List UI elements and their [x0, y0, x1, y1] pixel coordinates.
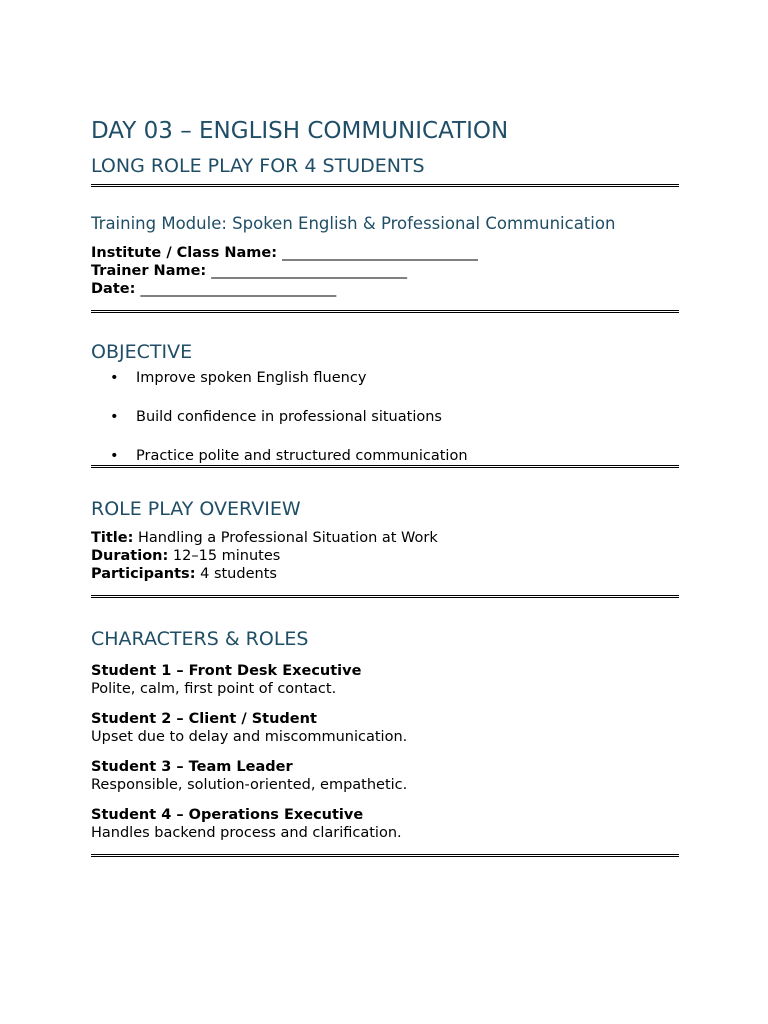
list-item: [91, 408, 679, 426]
characters-heading: CHARACTERS & ROLES: [91, 628, 309, 650]
overview-participants-row: [91, 565, 679, 583]
overview-duration-value: 12–15 minutes: [172, 548, 281, 564]
field-blank: ___________________________: [282, 245, 478, 261]
bullet-icon: •: [110, 409, 119, 425]
overview-duration-row: [91, 547, 679, 565]
role-description: Handles backend process and clarification.: [91, 825, 402, 841]
field-blank: ___________________________: [140, 281, 337, 297]
objective-list: [91, 369, 679, 465]
role-name: Student 4 – Operations Executive: [91, 807, 364, 823]
overview-details: [91, 529, 679, 583]
field-label: Date:: [91, 281, 136, 297]
overview-participants-value: 4 students: [200, 566, 277, 582]
role-entry: [91, 758, 679, 794]
role-description: Responsible, solution-oriented, empathetic.: [91, 777, 408, 793]
role-description: Polite, calm, first point of contact.: [91, 681, 337, 697]
bullet-icon: •: [110, 448, 119, 464]
list-item-text: Improve spoken English fluency: [136, 370, 367, 386]
section-divider: [91, 310, 679, 313]
document-content: [91, 115, 679, 857]
field-label: Institute / Class Name:: [91, 245, 278, 261]
list-item: [91, 369, 679, 387]
roles-list: [91, 662, 679, 842]
section-divider: [91, 465, 679, 468]
list-item-text: Practice polite and structured communication: [136, 448, 468, 464]
role-entry: [91, 662, 679, 698]
role-name: Student 1 – Front Desk Executive: [91, 663, 362, 679]
role-entry: [91, 710, 679, 746]
overview-participants-label: Participants:: [91, 566, 196, 582]
overview-duration-label: Duration:: [91, 548, 169, 564]
list-item: [91, 447, 679, 465]
role-entry: [91, 806, 679, 842]
objective-heading: OBJECTIVE: [91, 341, 193, 363]
trainer-field: [91, 262, 679, 280]
overview-title-row: [91, 529, 679, 547]
field-blank: ___________________________: [211, 263, 408, 279]
overview-title-label: Title:: [91, 530, 134, 546]
section-divider: [91, 595, 679, 598]
field-label: Trainer Name:: [91, 263, 207, 279]
overview-heading: ROLE PLAY OVERVIEW: [91, 498, 301, 520]
role-description: Upset due to delay and miscommunication.: [91, 729, 408, 745]
overview-title-value: Handling a Professional Situation at Work: [138, 530, 438, 546]
module-title: Training Module: Spoken English & Professional Communication: [91, 214, 616, 233]
bullet-icon: •: [110, 370, 119, 386]
date-field: [91, 280, 679, 298]
role-name: Student 2 – Client / Student: [91, 711, 317, 727]
role-name: Student 3 – Team Leader: [91, 759, 293, 775]
page-subtitle: LONG ROLE PLAY FOR 4 STUDENTS: [91, 155, 425, 177]
section-divider: [91, 184, 679, 187]
institute-field: [91, 244, 679, 262]
page-title: DAY 03 – ENGLISH COMMUNICATION: [91, 118, 509, 144]
list-item-text: Build confidence in professional situations: [136, 409, 442, 425]
section-divider: [91, 854, 679, 857]
info-fields: [91, 244, 679, 298]
